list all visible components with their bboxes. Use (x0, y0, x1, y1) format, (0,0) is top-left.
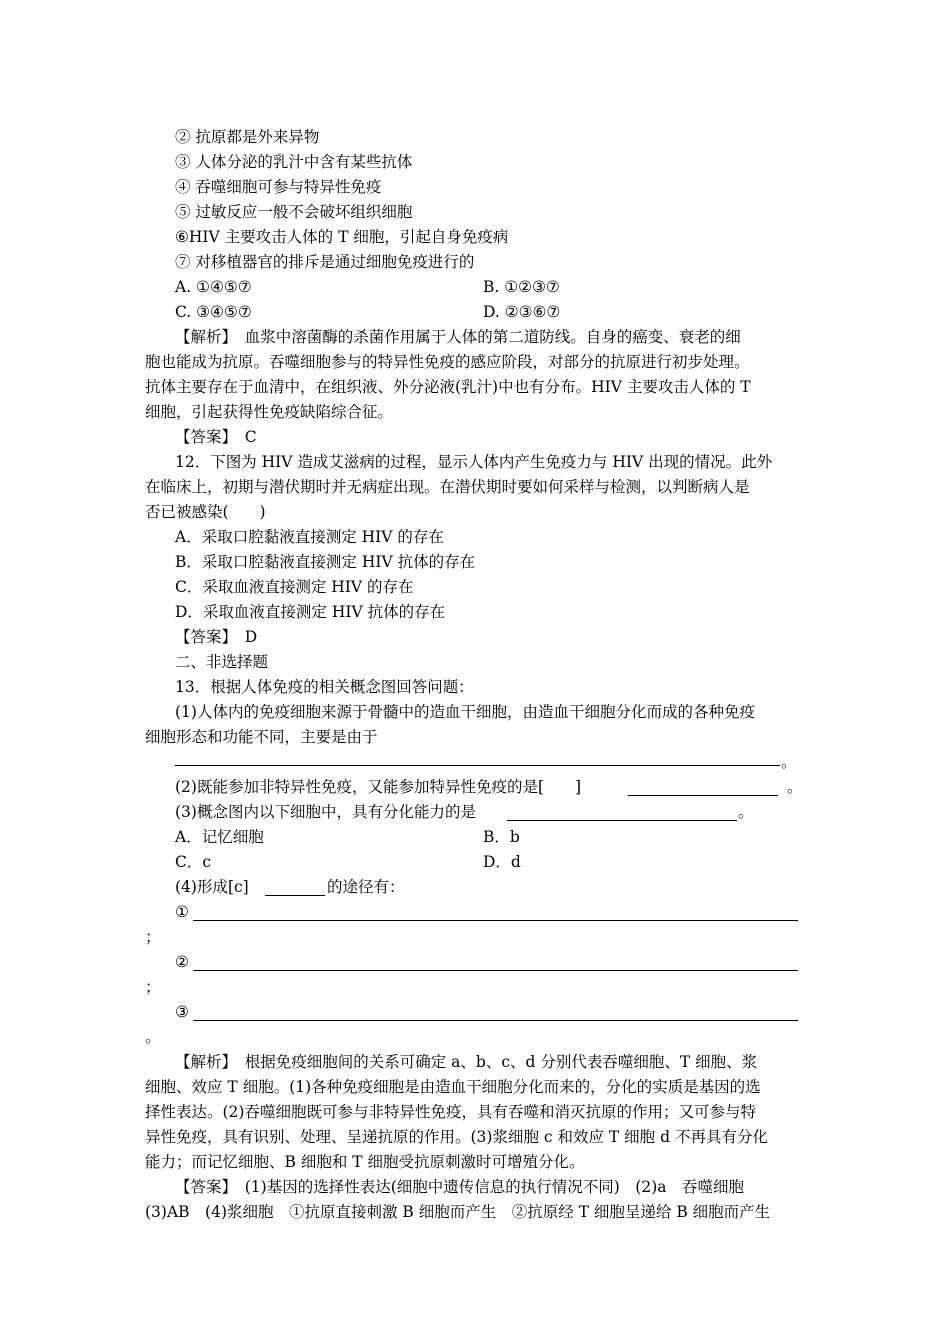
q13-blank-end-2: ； (145, 978, 161, 996)
q11-option-c: C. ③④⑤⑦ (175, 303, 252, 321)
q11-analysis-line: 【解析】 血浆中溶菌酶的杀菌作用属于人体的第二道防线。自身的癌变、衰老的细 (175, 328, 741, 346)
q12-option-a: A．采取口腔黏液直接测定 HIV 的存在 (175, 528, 444, 546)
q13-blank-end-3: 。 (145, 1028, 161, 1046)
q11-item-7: ⑦ 对移植器官的排斥是通过细胞免疫进行的 (175, 253, 475, 271)
q12-option-d: D．采取血液直接测定 HIV 抗体的存在 (175, 603, 446, 621)
q11-item-5: ⑤ 过敏反应一般不会破坏组织细胞 (175, 203, 413, 221)
q11-analysis-line: 胞也能成为抗原。吞噬细胞参与的特异性免疫的感应阶段，对部分的抗原进行初步处理。 (145, 353, 750, 371)
q13-blank-line-3[interactable] (193, 1020, 798, 1021)
q12-stem-line: 12．下图为 HIV 造成艾滋病的过程，显示人体内产生免疫力与 HIV 出现的情况。此外 (175, 453, 773, 471)
q11-option-a: A. ①④⑤⑦ (175, 278, 252, 296)
q12-answer: 【答案】 D (175, 628, 258, 646)
q13-p2-end: 。 (787, 778, 803, 796)
q13-p4-blank[interactable] (265, 895, 325, 896)
q13-p2-text: (2)既能参加非特异性免疫，又能参加特异性免疫的是[ ] (175, 778, 582, 796)
q13-p1-line: (1)人体内的免疫细胞来源于骨髓中的造血干细胞，由造血干细胞分化而成的各种免疫 (175, 703, 755, 721)
q11-analysis-line: 抗体主要存在于血清中，在组织液、外分泌液(乳汁)中也有分布。HIV 主要攻击人体的 T (145, 378, 751, 396)
q11-option-d: D. ②③⑥⑦ (483, 303, 561, 321)
q13-answer-line: 【答案】 (1)基因的选择性表达(细胞中遗传信息的执行情况不同) (2)a 吞噬细胞 (175, 1178, 744, 1196)
q13-blank-marker-2: ② (175, 953, 189, 971)
q13-stem: 13．根据人体免疫的相关概念图回答问题： (175, 678, 474, 696)
section-title: 二、非选择题 (175, 653, 269, 671)
q13-analysis-line: 细胞、效应 T 细胞。(1)各种免疫细胞是由造血干细胞分化而来的，分化的实质是基因的选 (145, 1078, 761, 1096)
q13-p4-suffix: 的途径有： (327, 878, 405, 896)
q13-answer-line: (3)AB (4)浆细胞 ①抗原直接刺激 B 细胞而产生 ②抗原经 T 细胞呈递给 B 细胞而产生 (145, 1203, 771, 1221)
q13-blank-end-1: ； (145, 928, 161, 946)
q12-stem-line: 否已被感染( ) (145, 503, 266, 521)
q13-p1-line: 细胞形态和功能不同，主要是由于 (145, 728, 378, 746)
q13-p4-prefix: (4)形成[c] (175, 878, 249, 896)
q13-analysis-line: 能力；而记忆细胞、B 细胞和 T 细胞受抗原刺激时可增殖分化。 (145, 1153, 585, 1171)
q13-analysis-line: 异性免疫，具有识别、处理、呈递抗原的作用。(3)浆细胞 c 和效应 T 细胞 d 不再具有分化 (145, 1128, 768, 1146)
q13-p1-end: 。 (781, 753, 797, 771)
q13-p3-option-c: C．c (175, 853, 212, 871)
q12-option-b: B．采取口腔黏液直接测定 HIV 抗体的存在 (175, 553, 476, 571)
q13-analysis-line: 【解析】 根据免疫细胞间的关系可确定 a、b、c、d 分别代表吞噬细胞、T 细胞、浆 (175, 1053, 758, 1071)
q13-p3-text: (3)概念图内以下细胞中，具有分化能力的是 (175, 803, 476, 821)
q13-p3-blank[interactable] (507, 820, 737, 821)
q13-blank-line-2[interactable] (193, 970, 798, 971)
q12-option-c: C．采取血液直接测定 HIV 的存在 (175, 578, 414, 596)
q11-item-6: ⑥HIV 主要攻击人体的 T 细胞，引起自身免疫病 (175, 228, 509, 246)
q13-p3-option-a: A．记忆细胞 (175, 828, 264, 846)
q11-option-b: B. ①②③⑦ (483, 278, 560, 296)
q13-blank-marker-3: ③ (175, 1003, 189, 1021)
q11-analysis-line: 细胞，引起获得性免疫缺陷综合征。 (145, 403, 394, 421)
q11-item-4: ④ 吞噬细胞可参与特异性免疫 (175, 178, 382, 196)
q13-blank-marker-1: ① (175, 903, 189, 921)
q13-p3-option-b: B．b (483, 828, 520, 846)
q13-analysis-line: 择性表达。(2)吞噬细胞既可参与非特异性免疫，具有吞噬和消灭抗原的作用；又可参与特 (145, 1103, 756, 1121)
q13-p3-end: 。 (738, 803, 754, 821)
q11-item-2: ② 抗原都是外来异物 (175, 128, 320, 146)
q11-item-3: ③ 人体分泌的乳汁中含有某些抗体 (175, 153, 413, 171)
q12-stem-line: 在临床上，初期与潜伏期时并无病症出现。在潜伏期时要如何采样与检测，以判断病人是 (145, 478, 750, 496)
q11-answer: 【答案】 C (175, 428, 257, 446)
q13-p3-option-d: D．d (483, 853, 521, 871)
q13-p1-blank[interactable] (175, 765, 780, 766)
q13-p2-blank[interactable] (628, 795, 778, 796)
q13-blank-line-1[interactable] (193, 920, 798, 921)
